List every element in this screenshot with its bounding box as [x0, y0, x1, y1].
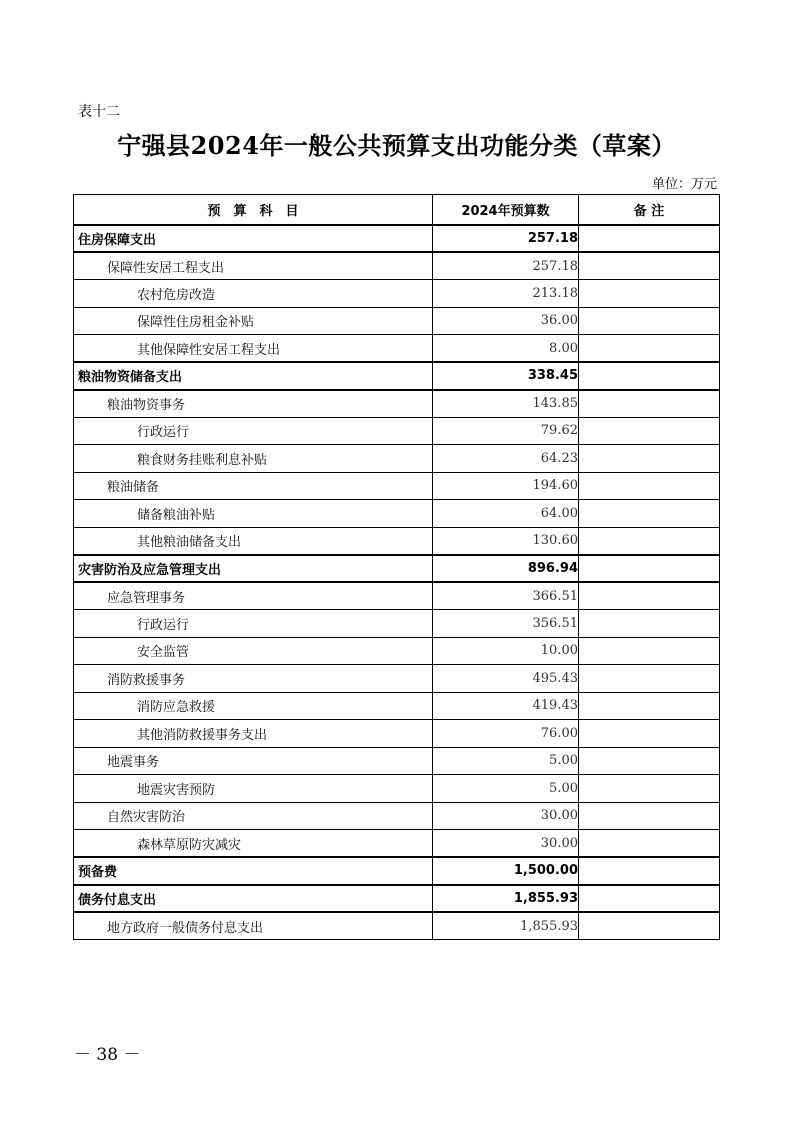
- amount-cell: 194.60: [433, 472, 579, 500]
- subject-cell: 行政运行: [74, 417, 433, 445]
- subject-cell: 地震事务: [74, 747, 433, 775]
- note-cell: [579, 417, 720, 445]
- table-row: [74, 252, 720, 280]
- amount-cell: 495.43: [433, 665, 579, 693]
- amount-cell: 213.18: [433, 280, 579, 308]
- table-row: [74, 225, 720, 253]
- amount-cell: 130.60: [433, 527, 579, 555]
- table-row: [74, 307, 720, 335]
- unit-label: 单位：万元: [651, 177, 717, 192]
- amount-cell: 143.85: [433, 390, 579, 418]
- amount-cell: 5.00: [433, 775, 579, 803]
- subject-cell: 消防应急救援: [74, 692, 433, 720]
- note-cell: [579, 555, 720, 583]
- subject-cell: 地方政府一般债务付息支出: [74, 912, 433, 940]
- note-cell: [579, 802, 720, 830]
- note-cell: [579, 610, 720, 638]
- note-cell: [579, 527, 720, 555]
- amount-cell: 10.00: [433, 637, 579, 665]
- note-cell: [579, 307, 720, 335]
- subject-cell: 储备粮油补贴: [74, 500, 433, 528]
- table-row: [74, 912, 720, 940]
- amount-cell: 356.51: [433, 610, 579, 638]
- table-row: [74, 555, 720, 583]
- subject-cell: 粮油储备: [74, 472, 433, 500]
- note-cell: [579, 225, 720, 253]
- table-row: [74, 335, 720, 363]
- note-cell: [579, 720, 720, 748]
- note-cell: [579, 472, 720, 500]
- note-cell: [579, 692, 720, 720]
- subject-cell: 其他保障性安居工程支出: [74, 335, 433, 363]
- amount-cell: 79.62: [433, 417, 579, 445]
- table-row: [74, 665, 720, 693]
- table-row: [74, 280, 720, 308]
- column-header-subject: 预 算 科 目: [74, 195, 433, 225]
- subject-cell: 粮油物资储备支出: [74, 362, 433, 390]
- subject-cell: 保障性安居工程支出: [74, 252, 433, 280]
- table-row: [74, 692, 720, 720]
- subject-cell: 债务付息支出: [74, 885, 433, 913]
- table-row: [74, 362, 720, 390]
- table-row: [74, 527, 720, 555]
- page-number: － 38 －: [74, 1045, 141, 1065]
- table-row: [74, 885, 720, 913]
- table-row: [74, 445, 720, 473]
- subject-cell: 安全监管: [74, 637, 433, 665]
- subject-cell: 农村危房改造: [74, 280, 433, 308]
- subject-cell: 其他消防救援事务支出: [74, 720, 433, 748]
- column-header-note: 备 注: [579, 195, 720, 225]
- amount-cell: 257.18: [433, 225, 579, 253]
- amount-cell: 1,500.00: [433, 857, 579, 885]
- note-cell: [579, 362, 720, 390]
- amount-cell: 1,855.93: [433, 885, 579, 913]
- amount-cell: 366.51: [433, 582, 579, 610]
- note-cell: [579, 830, 720, 858]
- note-cell: [579, 912, 720, 940]
- amount-cell: 419.43: [433, 692, 579, 720]
- column-header-amount: 2024年预算数: [433, 195, 579, 225]
- note-cell: [579, 885, 720, 913]
- document-title: 宁强县2024年一般公共预算支出功能分类（草案）: [117, 131, 676, 160]
- subject-cell: 预备费: [74, 857, 433, 885]
- table-row: [74, 720, 720, 748]
- table-body: [74, 225, 720, 940]
- subject-cell: 地震灾害预防: [74, 775, 433, 803]
- amount-cell: 30.00: [433, 802, 579, 830]
- table-row: [74, 637, 720, 665]
- amount-cell: 36.00: [433, 307, 579, 335]
- amount-cell: 64.00: [433, 500, 579, 528]
- subject-cell: 其他粮油储备支出: [74, 527, 433, 555]
- table-row: [74, 417, 720, 445]
- note-cell: [579, 390, 720, 418]
- table-row: [74, 747, 720, 775]
- table-row: [74, 500, 720, 528]
- note-cell: [579, 252, 720, 280]
- note-cell: [579, 582, 720, 610]
- note-cell: [579, 500, 720, 528]
- subject-cell: 自然灾害防治: [74, 802, 433, 830]
- subject-cell: 灾害防治及应急管理支出: [74, 555, 433, 583]
- table-row: [74, 775, 720, 803]
- table-row: [74, 802, 720, 830]
- amount-cell: 64.23: [433, 445, 579, 473]
- subject-cell: 粮油物资事务: [74, 390, 433, 418]
- table-row: [74, 610, 720, 638]
- note-cell: [579, 747, 720, 775]
- amount-cell: 1,855.93: [433, 912, 579, 940]
- amount-cell: 8.00: [433, 335, 579, 363]
- table-row: [74, 830, 720, 858]
- amount-cell: 338.45: [433, 362, 579, 390]
- subject-cell: 消防救援事务: [74, 665, 433, 693]
- note-cell: [579, 665, 720, 693]
- table-row: [74, 390, 720, 418]
- amount-cell: 5.00: [433, 747, 579, 775]
- subject-cell: 粮食财务挂账利息补贴: [74, 445, 433, 473]
- note-cell: [579, 857, 720, 885]
- amount-cell: 896.94: [433, 555, 579, 583]
- subject-cell: 行政运行: [74, 610, 433, 638]
- subject-cell: 应急管理事务: [74, 582, 433, 610]
- note-cell: [579, 335, 720, 363]
- note-cell: [579, 637, 720, 665]
- subject-cell: 保障性住房租金补贴: [74, 307, 433, 335]
- table-row: [74, 472, 720, 500]
- note-cell: [579, 280, 720, 308]
- table-number-label: 表十二: [78, 104, 120, 120]
- note-cell: [579, 775, 720, 803]
- subject-cell: 住房保障支出: [74, 225, 433, 253]
- table-row: [74, 582, 720, 610]
- amount-cell: 257.18: [433, 252, 579, 280]
- subject-cell: 森林草原防灾减灾: [74, 830, 433, 858]
- budget-table: [73, 194, 720, 940]
- table-header-row: [74, 195, 720, 225]
- amount-cell: 76.00: [433, 720, 579, 748]
- note-cell: [579, 445, 720, 473]
- table-row: [74, 857, 720, 885]
- amount-cell: 30.00: [433, 830, 579, 858]
